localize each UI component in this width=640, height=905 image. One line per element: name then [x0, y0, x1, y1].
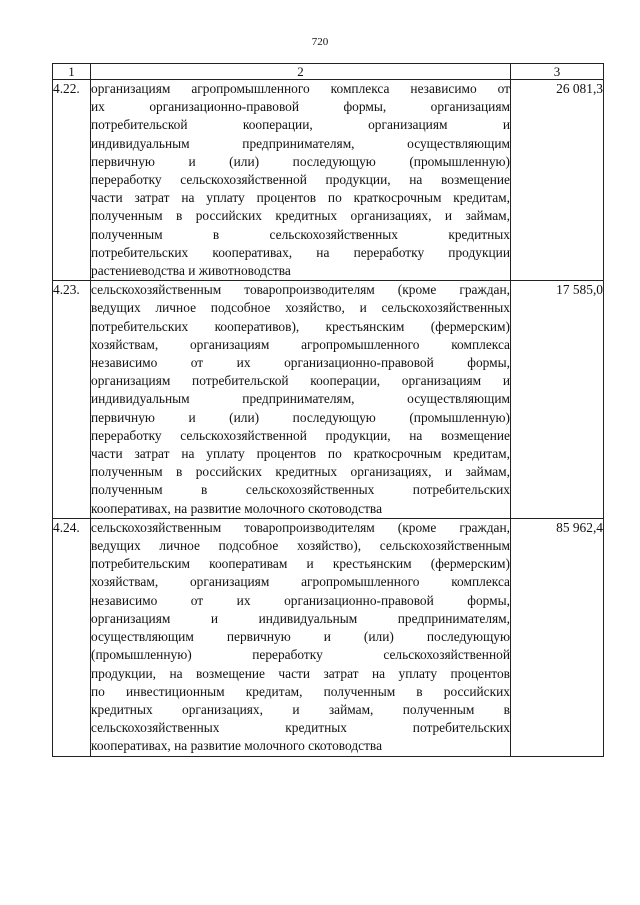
description-line: организациям потребительской кооперации, организациям и [91, 373, 510, 389]
description-line: первичную и (или) последующую (промышленную) [91, 153, 510, 169]
description-line: индивидуальным предпринимателям, осуществляющим [91, 391, 510, 407]
row-amount: 17 585,0 [511, 281, 604, 519]
description-line: хозяйствам, организациям агропромышленного комплекса [91, 336, 510, 352]
description-line: кооперативах, на развитие молочного скотоводства [91, 738, 383, 754]
description-line: переработку сельскохозяйственной продукции, на возмещение [91, 172, 510, 188]
description-line: первичную и (или) последующую (промышленную) [91, 409, 510, 425]
description-line: полученным в российских кредитных организациях, и займам, [91, 208, 510, 224]
description-line: сельскохозяйственным товаропроизводителям (кроме граждан, [91, 282, 510, 298]
row-description [91, 80, 511, 281]
description-line: растениеводства и животноводства [91, 263, 291, 279]
description-line: сельскохозяйственным товаропроизводителям (кроме граждан, [91, 519, 510, 535]
row-amount: 26 081,3 [511, 80, 604, 281]
description-line: по инвестиционным кредитам, полученным в российских [91, 683, 510, 699]
description-line: независимо от их организационно-правовой формы, [91, 355, 510, 371]
description-line: переработку сельскохозяйственной продукции, на возмещение [91, 427, 510, 443]
description-line: потребительских кооперативах, на переработку продукции [91, 244, 510, 260]
description-line: части затрат на уплату процентов по краткосрочным кредитам, [91, 190, 510, 206]
row-number: 4.22. [53, 80, 91, 281]
description-line: потребительским кооперативам и крестьянским (фермерским) [91, 556, 510, 572]
description-line: кредитных организациях, и займам, полученным в [91, 701, 510, 717]
budget-table [52, 63, 604, 757]
description-line: продукции, на возмещение части затрат на уплату процентов [91, 665, 510, 681]
page-number: 720 [311, 36, 329, 48]
description-line: кооперативах, на развитие молочного скотоводства [91, 500, 383, 516]
table-row [53, 281, 604, 519]
description-line: полученным в сельскохозяйственных потребительских [91, 482, 510, 498]
table-row [53, 518, 604, 756]
description-line: осуществляющим первичную и (или) последующую [91, 629, 510, 645]
description-line: потребительских кооперативов), крестьянским (фермерским) [91, 318, 510, 334]
header-cell-3: 3 [511, 64, 604, 80]
row-description [91, 518, 511, 756]
table-body [53, 64, 604, 757]
description-line: ведущих личное подсобное хозяйство), сельскохозяйственным [91, 538, 510, 554]
row-amount: 85 962,4 [511, 518, 604, 756]
description-line: независимо от их организационно-правовой формы, [91, 592, 510, 608]
description-line: части затрат на уплату процентов по краткосрочным кредитам, [91, 446, 510, 462]
description-line: потребительской кооперации, организациям и [91, 117, 510, 133]
description-line: их организационно-правовой формы, организациям [91, 99, 510, 115]
header-cell-2: 2 [91, 64, 511, 80]
row-description [91, 281, 511, 519]
description-line: индивидуальным предпринимателям, осуществляющим [91, 135, 510, 151]
description-line: сельскохозяйственных кредитных потребительских [91, 720, 510, 736]
description-line: (промышленную) переработку сельскохозяйственной [91, 647, 510, 663]
header-cell-1: 1 [53, 64, 91, 80]
description-line: организациям и индивидуальным предпринимателям, [91, 610, 510, 626]
table-row [53, 80, 604, 281]
description-line: ведущих личное подсобное хозяйство, и сельскохозяйственных [91, 300, 510, 316]
row-number: 4.23. [53, 281, 91, 519]
description-line: полученным в российских кредитных организациях, и займам, [91, 464, 510, 480]
description-line: полученным в сельскохозяйственных кредитных [91, 226, 510, 242]
table-header-row [53, 64, 604, 80]
row-number: 4.24. [53, 518, 91, 756]
description-line: организациям агропромышленного комплекса независимо от [91, 81, 510, 96]
description-line: хозяйствам, организациям агропромышленного комплекса [91, 574, 510, 590]
